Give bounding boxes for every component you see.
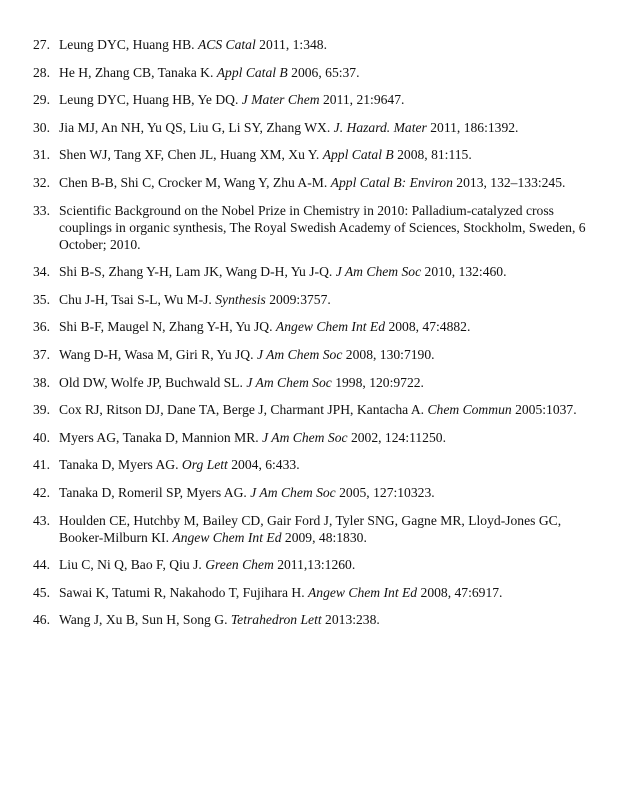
reference-journal: J Mater Chem (241, 92, 320, 108)
reference-number: 45. (33, 584, 50, 600)
reference-item (0, 346, 617, 363)
reference-number: 27. (33, 37, 50, 52)
reference-details: 2005:1037. (515, 402, 577, 418)
reference-item (0, 512, 617, 546)
reference-item (0, 64, 617, 81)
reference-authors: Cox RJ, Ritson DJ, Dane TA, Berge J, Charmant JPH, Kantacha A. (59, 402, 425, 418)
reference-item (0, 556, 617, 573)
reference-details: 2008, 81:115. (397, 147, 472, 163)
reference-number: 29. (33, 92, 50, 108)
reference-journal: J. Hazard. Mater (333, 119, 427, 135)
reference-details: 2008, 47:6917. (420, 584, 503, 600)
reference-item (0, 456, 617, 473)
reference-journal: J Am Chem Soc (335, 264, 422, 280)
reference-authors: Scientific Background on the Nobel Prize in Chemistry in 2010: Palladium-catalyzed cross couplings in organic synthesis, The Royal Swedish Academy of Sciences, Stockholm, Sweden, 6 October; 2010. (59, 202, 586, 252)
reference-number: 42. (33, 484, 50, 500)
reference-journal: Angew Chem Int Ed (308, 584, 418, 600)
reference-details: 2006, 65:37. (291, 64, 360, 80)
reference-details: 2013:238. (325, 612, 380, 628)
reference-number: 33. (33, 202, 50, 218)
reference-item (0, 429, 617, 446)
reference-number: 44. (33, 557, 50, 573)
reference-authors: Wang J, Xu B, Sun H, Song G. (59, 612, 228, 628)
reference-journal: Angew Chem Int Ed (275, 319, 386, 335)
reference-details: 1998, 120:9722. (335, 374, 424, 390)
reference-item (0, 202, 617, 253)
reference-number: 34. (33, 264, 50, 280)
reference-item (0, 174, 617, 191)
reference-authors: Shi B-F, Maugel N, Zhang Y-H, Yu JQ. (59, 319, 273, 335)
reference-authors: Jia MJ, An NH, Yu QS, Liu G, Li SY, Zhang WX. (59, 119, 331, 135)
reference-number: 46. (33, 612, 50, 628)
reference-journal: J Am Chem Soc (246, 374, 332, 390)
reference-item (0, 484, 617, 501)
reference-authors: Wang D-H, Wasa M, Giri R, Yu JQ. (59, 346, 254, 362)
reference-journal: Angew Chem Int Ed (172, 529, 282, 545)
reference-details: 2009:3757. (269, 291, 331, 307)
reference-authors: Shen WJ, Tang XF, Chen JL, Huang XM, Xu Y. (59, 147, 320, 163)
reference-authors: Chu J-H, Tsai S-L, Wu M-J. (59, 291, 212, 307)
reference-details: 2011, 1:348. (259, 37, 327, 52)
reference-journal: J Am Chem Soc (250, 484, 336, 500)
reference-number: 31. (33, 147, 50, 163)
reference-number: 35. (33, 291, 50, 307)
reference-journal: J Am Chem Soc (262, 429, 348, 445)
reference-authors: He H, Zhang CB, Tanaka K. (59, 64, 214, 80)
reference-journal: Tetrahedron Lett (230, 612, 322, 628)
reference-details: 2010, 132:460. (424, 264, 507, 280)
reference-number: 28. (33, 64, 50, 80)
reference-journal: Org Lett (181, 457, 228, 473)
reference-journal: Appl Catal B (322, 147, 394, 163)
reference-journal: ACS Catal (197, 37, 256, 52)
reference-details: 2002, 124:11250. (350, 429, 446, 445)
reference-authors: Leung DYC, Huang HB, Ye DQ. (59, 92, 239, 108)
reference-authors: Shi B-S, Zhang Y-H, Lam JK, Wang D-H, Yu J-Q. (59, 264, 333, 280)
reference-details: 2004, 6:433. (231, 457, 300, 473)
reference-journal: J Am Chem Soc (256, 346, 343, 362)
reference-details: 2008, 47:4882. (388, 319, 471, 335)
reference-item (0, 119, 617, 136)
reference-authors: Liu C, Ni Q, Bao F, Qiu J. (59, 557, 202, 573)
reference-number: 32. (33, 174, 50, 190)
reference-number: 43. (33, 512, 50, 528)
reference-number: 30. (33, 119, 50, 135)
reference-number: 38. (33, 374, 50, 390)
reference-item (0, 318, 617, 335)
reference-details: 2013, 132–133:245. (456, 174, 566, 190)
reference-details: 2011, 186:1392. (430, 119, 519, 135)
reference-authors: Leung DYC, Huang HB. (59, 37, 195, 52)
reference-authors: Tanaka D, Romeril SP, Myers AG. (59, 484, 247, 500)
reference-journal: Synthesis (215, 291, 266, 307)
reference-authors: Sawai K, Tatumi R, Nakahodo T, Fujihara H. (59, 584, 305, 600)
reference-item (0, 401, 617, 418)
reference-list (0, 36, 617, 639)
reference-authors: Old DW, Wolfe JP, Buchwald SL. (59, 374, 243, 390)
reference-number: 39. (33, 402, 50, 418)
reference-journal: Appl Catal B: Environ (330, 174, 453, 190)
reference-item (0, 263, 617, 280)
reference-item (0, 374, 617, 391)
reference-number: 41. (33, 457, 50, 473)
reference-item (0, 291, 617, 308)
reference-journal: Appl Catal B (216, 64, 288, 80)
reference-authors: Houlden CE, Hutchby M, Bailey CD, Gair Ford J, Tyler SNG, Gagne MR, Lloyd-Jones GC, Booker-Milburn KI. (59, 512, 562, 545)
reference-details: 2009, 48:1830. (284, 529, 367, 545)
reference-number: 36. (33, 319, 50, 335)
reference-details: 2011, 21:9647. (322, 92, 405, 108)
reference-number: 40. (33, 429, 50, 445)
reference-item (0, 146, 617, 163)
reference-item (0, 611, 617, 628)
reference-authors: Myers AG, Tanaka D, Mannion MR. (59, 429, 259, 445)
reference-item (0, 91, 617, 108)
reference-authors: Chen B-B, Shi C, Crocker M, Wang Y, Zhu A-M. (59, 174, 328, 190)
reference-journal: Green Chem (205, 557, 274, 573)
reference-authors: Tanaka D, Myers AG. (59, 457, 179, 473)
reference-details: 2011,13:1260. (277, 557, 356, 573)
reference-details: 2008, 130:7190. (345, 346, 435, 362)
reference-item (0, 36, 617, 53)
reference-journal: Chem Commun (427, 402, 512, 418)
reference-item (0, 584, 617, 601)
reference-number: 37. (33, 346, 50, 362)
reference-details: 2005, 127:10323. (339, 484, 435, 500)
